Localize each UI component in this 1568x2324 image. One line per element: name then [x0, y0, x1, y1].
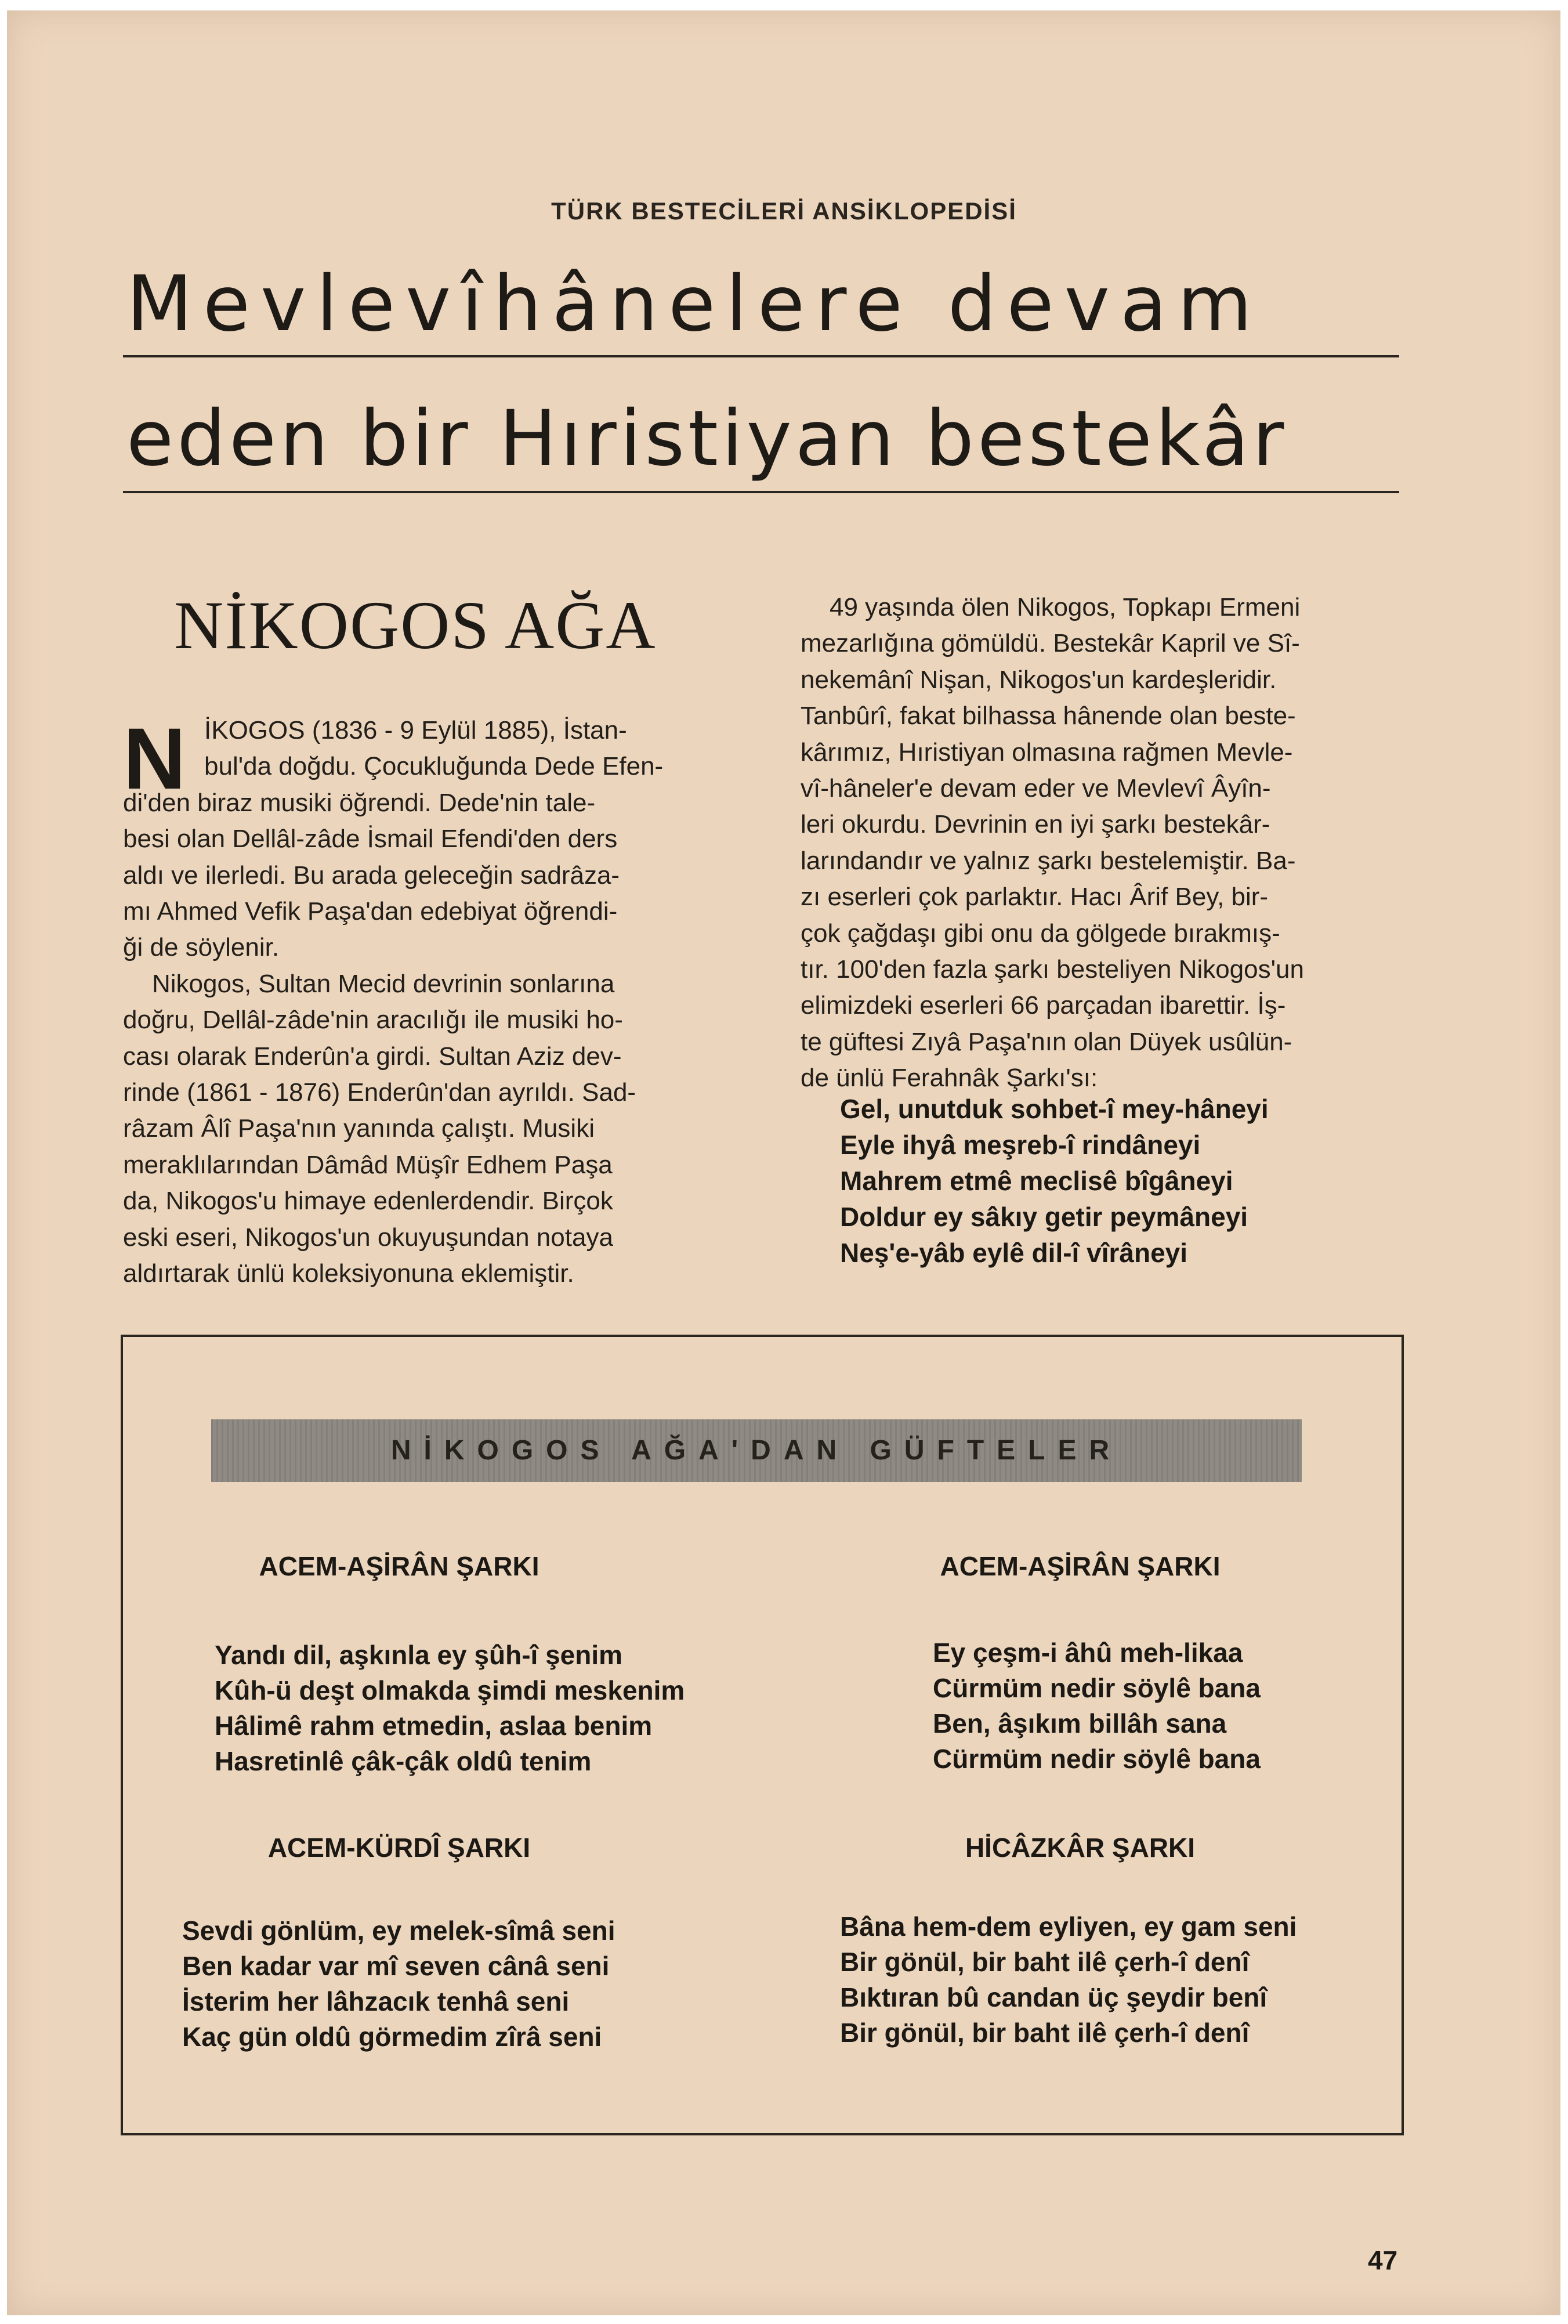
lyric-line: Hâlimê rahm etmedin, aslaa benim: [215, 1711, 653, 1741]
lyric-line: Cürmüm nedir söylê bana: [933, 1673, 1261, 1703]
body-line: vî-hâneler'e devam eder ve Mevlevî Âyîn-: [801, 774, 1271, 803]
body-line: elimizdeki eserleri 66 parçadan ibarettir. İş-: [801, 991, 1286, 1020]
headline-rule-2: [123, 491, 1399, 493]
ferahnak-verse: [840, 1091, 1269, 1271]
body-line: İKOGOS (1836 - 9 Eylül 1885), İstan-: [204, 716, 627, 744]
lyric-line: Kûh-ü deşt olmakda şimdi meskenim: [215, 1675, 685, 1705]
song-title: ACEM-KÜRDÎ ŞARKI: [267, 1833, 531, 1863]
lyric-line: Yandı dil, aşkınla ey şûh-î şenim: [215, 1640, 623, 1670]
verse-line: Doldur ey sâkıy getir peymâneyi: [840, 1202, 1248, 1232]
body-line: te güftesi Zıyâ Paşa'nın olan Düyek usûlün-: [801, 1027, 1292, 1056]
body-line: mezarlığına gömüldü. Bestekâr Kapril ve Sî-: [801, 629, 1300, 658]
song-lyrics: [215, 1638, 685, 1779]
body-line: çok çağdaşı gibi onu da gölgede bırakmış-: [801, 919, 1280, 948]
body-line: mı Ahmed Vefik Paşa'dan edebiyat öğrendi-: [123, 897, 618, 926]
body-line: meraklılarından Dâmâd Müşîr Edhem Paşa: [123, 1150, 613, 1179]
body-line: doğru, Dellâl-zâde'nin aracılığı ile musiki ho-: [123, 1006, 623, 1035]
body-line: cası olarak Enderûn'a girdi. Sultan Aziz dev-: [123, 1042, 622, 1071]
lyric-line: Bir gönül, bir baht ilê çerh-î denî: [840, 1947, 1250, 1977]
page-number: 47: [1368, 2245, 1398, 2275]
song-lyrics: [182, 1913, 615, 2055]
headline-rule-1: [123, 355, 1399, 357]
body-line: de ünlü Ferahnâk Şarkı'sı:: [801, 1064, 1098, 1093]
left-column: [123, 710, 738, 1292]
body-line: leri okurdu. Devrinin en iyi şarkı bestekâr-: [801, 810, 1270, 839]
lyric-line: Ben kadar var mî seven cânâ seni: [182, 1951, 610, 1981]
song-title: HİCÂZKÂR ŞARKI: [965, 1833, 1196, 1863]
body-line: rinde (1861 - 1876) Enderûn'dan ayrıldı. Sad-: [123, 1078, 636, 1107]
headline-line-1: Mevlevîhânelere devam: [126, 259, 1263, 349]
body-line: bul'da doğdu. Çocukluğunda Dede Efen-: [204, 752, 664, 781]
verse-line: Mahrem etmê meclisê bîgâneyi: [840, 1166, 1233, 1196]
lyrics-box-title: NİKOGOS AĞA'DAN GÜFTELER: [390, 1435, 1122, 1466]
song-lyrics: [840, 1909, 1297, 2051]
body-line: tır. 100'den fazla şarkı besteliyen Nikogos'un: [801, 955, 1304, 984]
body-line: larındandır ve yalnız şarkı bestelemiştir. Ba-: [801, 846, 1296, 875]
lyric-line: Ben, âşıkım billâh sana: [933, 1708, 1227, 1739]
body-line: ği de söylenir.: [123, 933, 280, 962]
verse-line: Eyle ihyâ meşreb-î rindâneyi: [840, 1130, 1201, 1160]
song-title: ACEM-AŞİRÂN ŞARKI: [259, 1551, 539, 1581]
headline-line-2: eden bir Hıristiyan bestekâr: [126, 394, 1288, 483]
lyric-line: Bir gönül, bir baht ilê çerh-î denî: [840, 2018, 1250, 2048]
lyric-line: Hasretinlê çâk-çâk oldû tenim: [215, 1746, 592, 1776]
lyric-line: Bıktıran bû candan üç şeydir benî: [840, 1982, 1268, 2012]
lyric-line: Cürmüm nedir söylê bana: [933, 1744, 1261, 1774]
body-line: râzam Âlî Paşa'nın yanında çalıştı. Musiki: [123, 1114, 595, 1143]
body-line: 49 yaşında ölen Nikogos, Topkapı Ermeni: [830, 593, 1301, 621]
body-line: besi olan Dellâl-zâde İsmail Efendi'den ders: [123, 825, 618, 854]
body-line: zı eserleri çok parlaktır. Hacı Ârif Bey, bir-: [801, 883, 1269, 912]
body-line: eski eseri, Nikogos'un okuyuşundan notaya: [123, 1223, 613, 1252]
body-line: aldırtarak ünlü koleksiyonuna eklemiştir.: [123, 1259, 574, 1288]
body-line: di'den biraz musiki öğrendi. Dede'nin tale-: [123, 788, 596, 817]
body-line: nekemânî Nişan, Nikogos'un kardeşleridir.: [801, 665, 1277, 694]
body-line: Nikogos, Sultan Mecid devrinin sonlarına: [152, 969, 615, 998]
right-column: [801, 590, 1404, 1097]
body-line: da, Nikogos'u himaye edenlerdendir. Birçok: [123, 1187, 613, 1216]
song-title: ACEM-AŞİRÂN ŞARKI: [940, 1551, 1221, 1581]
lyric-line: Bâna hem-dem eyliyen, ey gam seni: [840, 1911, 1297, 1942]
lyric-line: İsterim her lâhzacık tenhâ seni: [182, 1986, 570, 2016]
lyric-line: Ey çeşm-i âhû meh-likaa: [933, 1638, 1243, 1668]
body-line: aldı ve ilerledi. Bu arada geleceğin sadrâza-: [123, 861, 620, 890]
verse-line: Gel, unutduk sohbet-î mey-hâneyi: [840, 1094, 1269, 1124]
running-head: TÜRK BESTECİLERİ ANSİKLOPEDİSİ: [551, 197, 1017, 225]
lyric-line: Kaç gün oldû görmedim zîrâ seni: [182, 2022, 602, 2052]
subject-name: NİKOGOS AĞA: [174, 587, 657, 663]
drop-cap: N: [123, 710, 186, 807]
verse-line: Neş'e-yâb eylê dil-î vîrâneyi: [840, 1238, 1188, 1268]
body-line: kârımız, Hıristiyan olmasına rağmen Mevle-: [801, 738, 1293, 767]
song-lyrics: [933, 1635, 1261, 1777]
body-line: Tanbûrî, fakat bilhassa hânende olan beste-: [801, 702, 1296, 731]
lyric-line: Sevdi gönlüm, ey melek-sîmâ seni: [182, 1915, 615, 1946]
